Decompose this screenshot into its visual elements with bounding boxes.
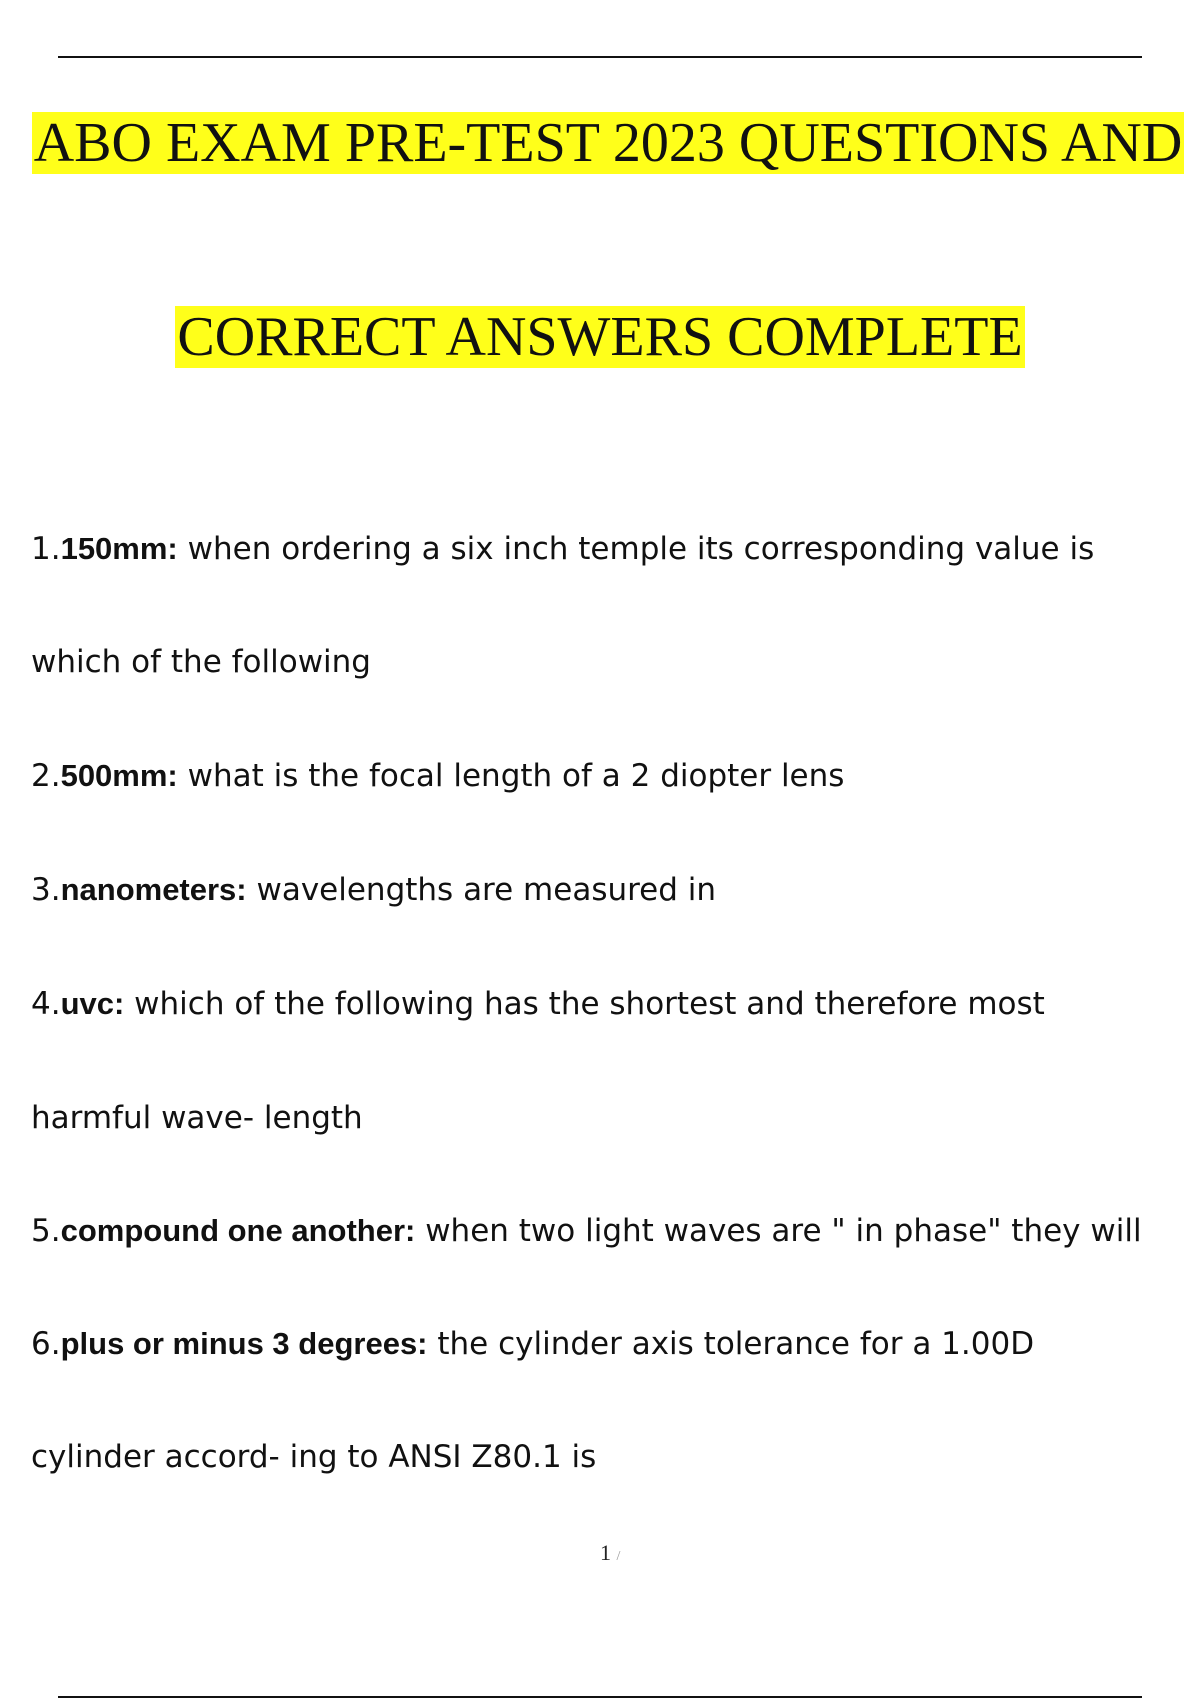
page-number [600, 1540, 620, 1566]
item-question-text: wavelengths are measured in [246, 872, 717, 908]
item-question-text: when two light waves are " in phase" they will [415, 1213, 1142, 1249]
page-number-value: 1 [600, 1540, 611, 1565]
document-title-line-2 [0, 305, 1200, 369]
item-number: 4. [31, 986, 61, 1022]
top-rule [58, 56, 1142, 58]
item-number: 6. [31, 1326, 61, 1362]
item-answer-term: compound one another: [60, 1213, 416, 1248]
item-question-text: which of the following has the shortest and therefore most [124, 986, 1045, 1022]
item-answer-term: 150mm: [60, 531, 178, 566]
item-question-text: when ordering a six inch temple its corresponding value is [177, 531, 1095, 567]
title-highlight-1: ABO EXAM PRE-TEST 2023 QUESTIONS AND [33, 112, 1183, 174]
item-answer-term: nanometers: [60, 872, 247, 907]
item-question-continuation: cylinder accord- ing to ANSI Z80.1 is [31, 1439, 597, 1475]
item-question-continuation: harmful wave- length [31, 1100, 363, 1136]
page-number-separator: / [616, 1549, 621, 1564]
item-question-text: what is the focal length of a 2 diopter lens [177, 758, 845, 794]
bottom-rule [58, 1696, 1142, 1698]
item-answer-term: plus or minus 3 degrees: [60, 1326, 428, 1361]
item-number: 1. [31, 531, 61, 567]
list-item [31, 870, 1191, 910]
item-question-continuation: which of the following [31, 644, 371, 680]
list-item [31, 1324, 1191, 1364]
list-item [31, 756, 1191, 796]
item-number: 2. [31, 758, 61, 794]
list-item [31, 1211, 1191, 1251]
title-highlight-2: CORRECT ANSWERS COMPLETE [177, 306, 1023, 368]
list-item [31, 529, 1191, 569]
item-question-text: the cylinder axis tolerance for a 1.00D [427, 1326, 1035, 1362]
item-number: 3. [31, 872, 61, 908]
item-answer-term: 500mm: [60, 758, 178, 793]
item-answer-term: uvc: [60, 986, 125, 1021]
document-title-line-1 [8, 111, 1200, 175]
item-number: 5. [31, 1213, 61, 1249]
list-item [31, 984, 1191, 1024]
